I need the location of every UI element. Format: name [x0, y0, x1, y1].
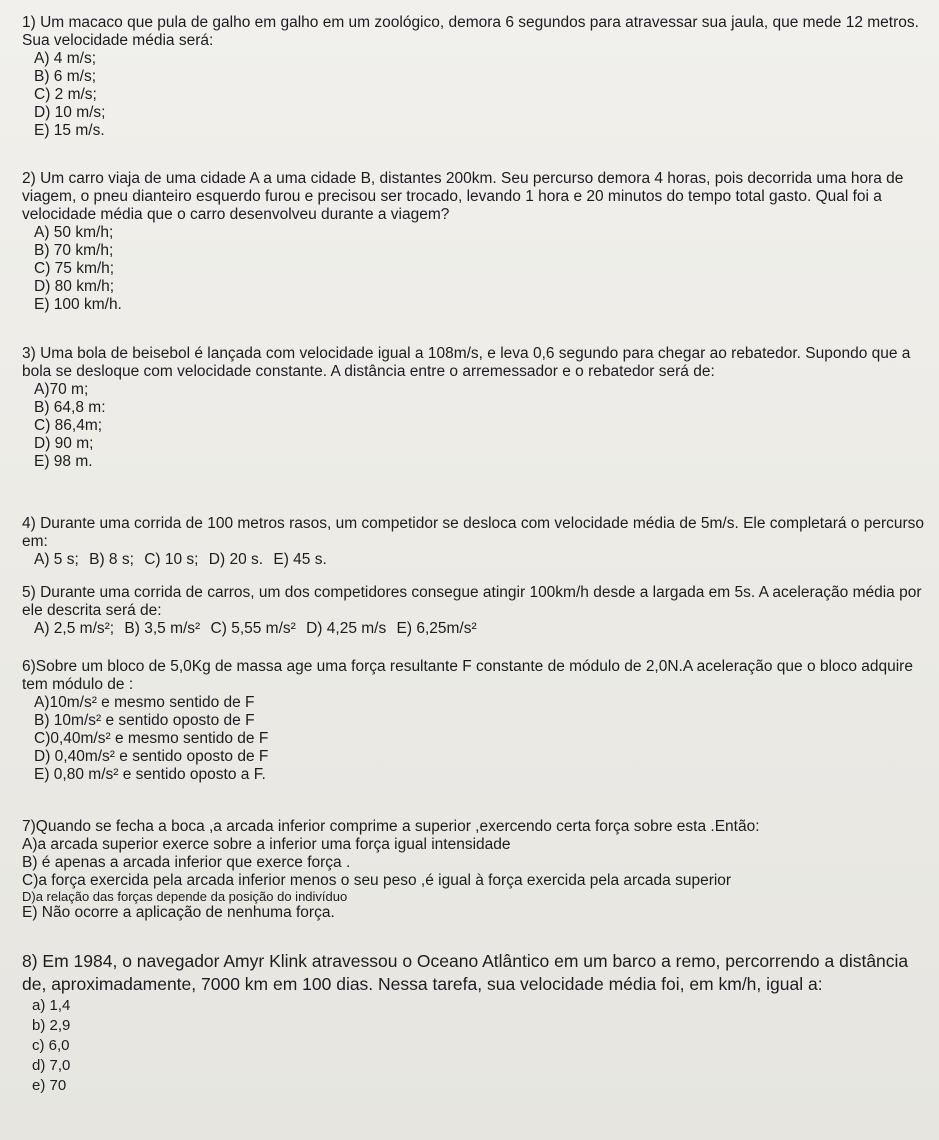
option-a: A)a arcada superior exerce sobre a inferior uma força igual intensidade — [22, 836, 511, 853]
option-d: D) 4,25 m/s — [306, 620, 387, 637]
option-a: a) 1,4 — [32, 997, 71, 1014]
option-b: b) 2,9 — [32, 1017, 71, 1034]
option-b: B) é apenas a arcada inferior que exerce força . — [22, 854, 351, 871]
question-stem: 4) Durante uma corrida de 100 metros rasos, um competidor se desloca com velocidade média de 5m/s. Ele completará o percurso em: — [22, 515, 925, 550]
question-stem: 3) Uma bola de beisebol é lançada com velocidade igual a 108m/s, e leva 0,6 segundo para chegar ao rebatedor. Supondo que a bola se desloque com velocidade constante. A distância entre o arremessador e o rebatedor será de: — [22, 345, 911, 380]
option-a: A) 4 m/s; — [34, 50, 97, 67]
option-c: c) 6,0 — [32, 1037, 70, 1054]
option-b: B) 3,5 m/s² — [124, 620, 201, 637]
option-e: E) Não ocorre a aplicação de nenhuma força. — [22, 904, 335, 921]
option-a: A) 2,5 m/s²; — [34, 620, 115, 637]
question-4 — [22, 515, 927, 569]
option-e: E) 98 m. — [34, 453, 93, 470]
option-d: D) 90 m; — [34, 435, 94, 452]
option-d: D)a relação das forças depende da posição do indivíduo — [22, 889, 348, 904]
option-a: A)10m/s² e mesmo sentido de F — [34, 694, 255, 711]
option-c: C)a força exercida pela arcada inferior menos o seu peso ,é igual à força exercida pela arcada superior — [22, 872, 732, 889]
option-e: E) 0,80 m/s² e sentido oposto a F. — [34, 766, 266, 783]
question-1 — [22, 14, 927, 140]
option-b: B) 10m/s² e sentido oposto de F — [34, 712, 255, 729]
question-2 — [22, 170, 927, 314]
option-d: d) 7,0 — [32, 1057, 71, 1074]
question-stem: 2) Um carro viaja de uma cidade A a uma cidade B, distantes 200km. Seu percurso demora 4 horas, pois decorrida uma hora de viagem, o pneu dianteiro esquerdo furou e precisou ser trocado, levando 1 hora e 20 minutos do tempo total gasto. Qual foi a velocidade média que o carro desenvolveu durante a viagem? — [22, 170, 904, 223]
question-8 — [22, 950, 927, 1096]
option-e: E) 100 km/h. — [34, 296, 122, 313]
option-c: C)0,40m/s² e mesmo sentido de F — [34, 730, 269, 747]
option-e: E) 6,25m/s² — [396, 620, 477, 637]
option-b: B) 8 s; — [89, 551, 134, 568]
option-a: A) 50 km/h; — [34, 224, 114, 241]
question-stem: 7)Quando se fecha a boca ,a arcada inferior comprime a superior ,exercendo certa força sobre esta .Então: — [22, 818, 760, 835]
option-c: C) 5,55 m/s² — [210, 620, 296, 637]
option-c: C) 10 s; — [144, 551, 199, 568]
option-a: A)70 m; — [34, 381, 89, 398]
option-e: E) 15 m/s. — [34, 122, 105, 139]
option-b: B) 70 km/h; — [34, 242, 114, 259]
options-row — [34, 551, 927, 569]
option-e: e) 70 — [32, 1077, 67, 1094]
question-stem: 6)Sobre um bloco de 5,0Kg de massa age uma força resultante F constante de módulo de 2,0N.A aceleração que o bloco adquire tem módulo de : — [22, 658, 913, 693]
question-stem: 8) Em 1984, o navegador Amyr Klink atravessou o Oceano Atlântico em um barco a remo, percorrendo a distância de, aproximadamente, 7000 km em 100 dias. Nessa tarefa, sua velocidade média foi, em km/h, igual a: — [22, 951, 909, 994]
question-7 — [22, 818, 927, 922]
option-b: B) 64,8 m: — [34, 399, 106, 416]
option-d: D) 0,40m/s² e sentido oposto de F — [34, 748, 269, 765]
question-stem: 1) Um macaco que pula de galho em galho em um zoológico, demora 6 segundos para atravessar sua jaula, que mede 12 metros. Sua velocidade média será: — [22, 14, 919, 49]
option-e: E) 45 s. — [273, 551, 327, 568]
option-c: C) 2 m/s; — [34, 86, 97, 103]
question-5 — [22, 584, 927, 638]
option-a: A) 5 s; — [34, 551, 79, 568]
option-d: D) 20 s. — [208, 551, 264, 568]
option-c: C) 86,4m; — [34, 417, 103, 434]
question-stem: 5) Durante uma corrida de carros, um dos competidores consegue atingir 100km/h desde a largada em 5s. A aceleração média por ele descrita será de: — [22, 584, 922, 619]
question-6 — [22, 658, 927, 784]
question-3 — [22, 345, 927, 471]
option-c: C) 75 km/h; — [34, 260, 115, 277]
option-b: B) 6 m/s; — [34, 68, 97, 85]
option-d: D) 10 m/s; — [34, 104, 106, 121]
options-row — [34, 620, 927, 638]
option-d: D) 80 km/h; — [34, 278, 115, 295]
